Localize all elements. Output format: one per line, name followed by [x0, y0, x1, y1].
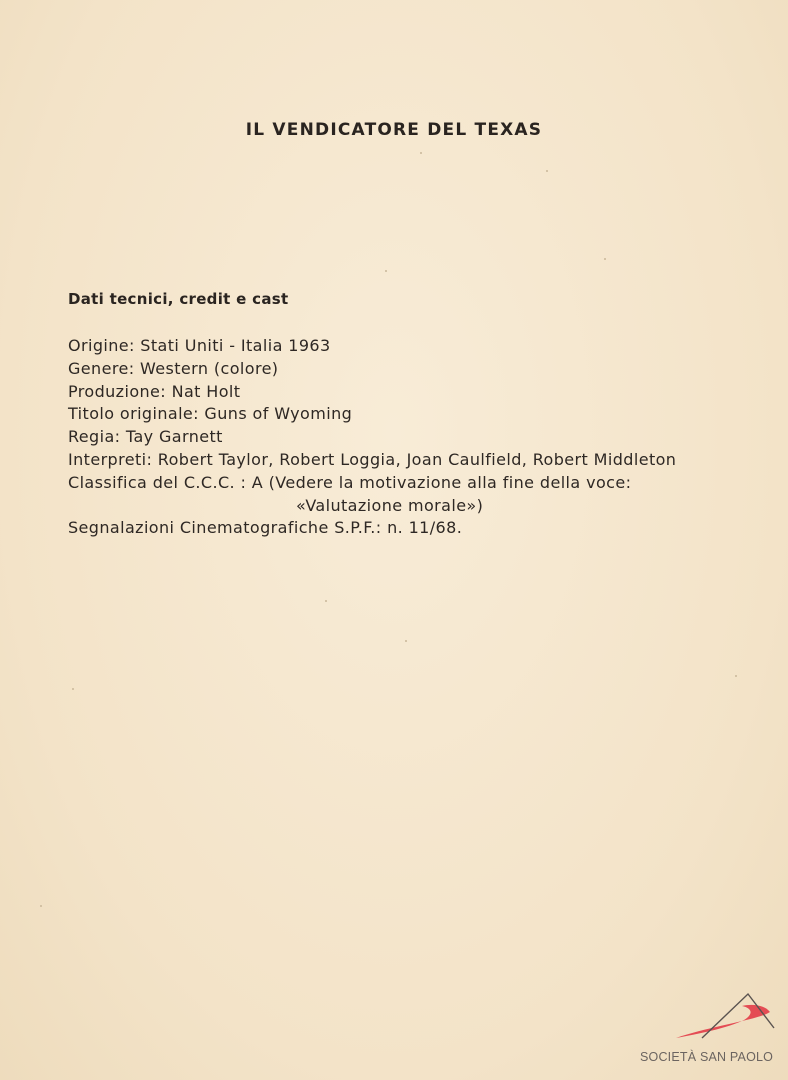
credit-line-production: Produzione: Nat Holt: [68, 381, 241, 401]
paper-speck: [546, 170, 548, 172]
credit-line-reports: Segnalazioni Cinematografiche S.P.F.: n. 11/68.: [68, 518, 463, 538]
paper-speck: [604, 258, 606, 260]
paper-speck: [385, 270, 387, 272]
paper-speck: [405, 640, 407, 642]
credit-line-cast: Interpreti: Robert Taylor, Robert Loggia, Joan Caulfield, Robert Middleton: [68, 449, 677, 469]
publisher-logo: [640, 990, 780, 1070]
publisher-logo-icon: [640, 990, 780, 1050]
credit-line-classification: Classifica del C.C.C. : A (Vedere la motivazione alla fine della voce:: [68, 472, 632, 492]
credit-line-origin: Origine: Stati Uniti - Italia 1963: [68, 336, 331, 355]
paper-speck: [420, 152, 422, 154]
credits-list: [68, 335, 748, 540]
paper-speck: [40, 905, 42, 907]
section-heading: Dati tecnici, credit e cast: [68, 290, 289, 308]
document-title: IL VENDICATORE DEL TEXAS: [245, 120, 543, 140]
credit-line-director: Regia: Tay Garnett: [68, 427, 223, 447]
credit-line-genre: Genere: Western (colore): [68, 358, 279, 378]
publisher-name: SOCIETÀ SAN PAOLO: [640, 1050, 774, 1064]
paper-speck: [72, 688, 74, 690]
credit-line-original-title: Titolo originale: Guns of Wyoming: [68, 404, 353, 424]
paper-speck: [325, 600, 327, 602]
paper-speck: [735, 675, 737, 677]
credit-line-classification-cont: «Valutazione morale»): [296, 495, 484, 515]
